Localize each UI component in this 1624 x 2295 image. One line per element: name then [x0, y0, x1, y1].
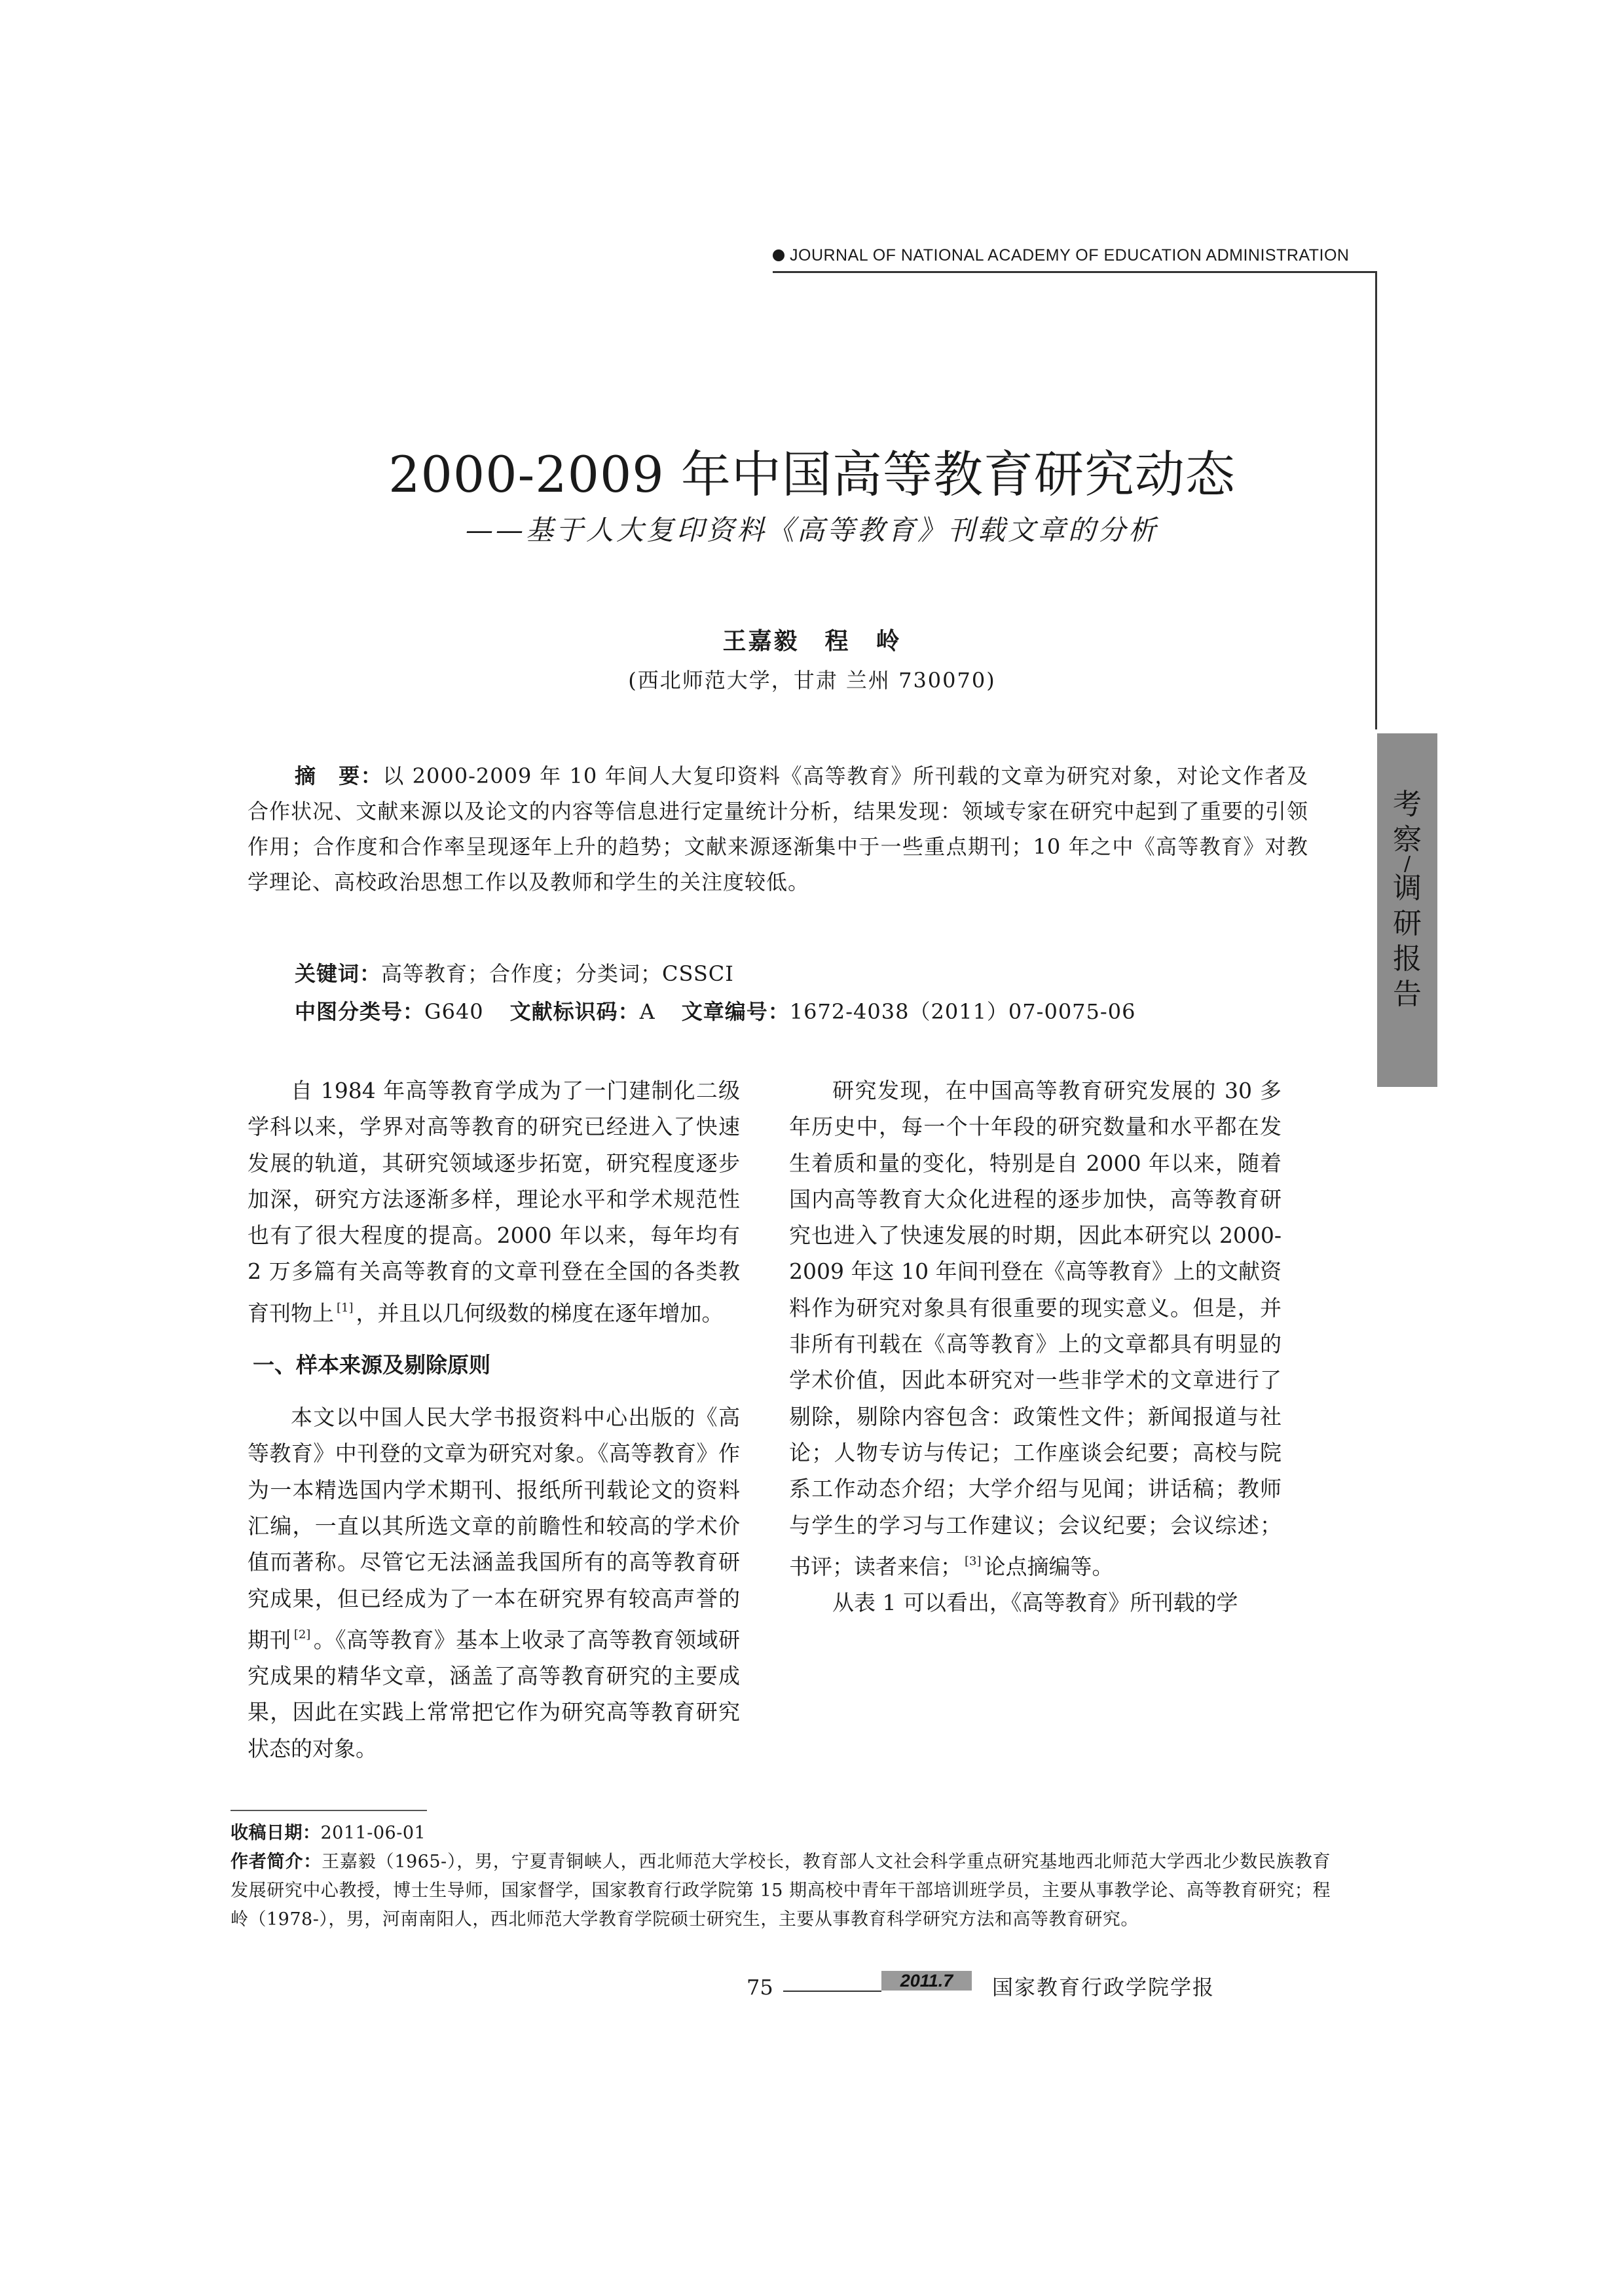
body-text: ，并且以几何级数的梯度在逐年增加。	[356, 1300, 724, 1326]
section-tab-char: 察	[1393, 823, 1422, 856]
body-column-left	[248, 1073, 740, 1767]
bio-text: 王嘉毅（1965-），男，宁夏青铜峡人，西北师范大学校长，教育部人文社会科学重点研究基地西北师范大学西北少数民族教育发展研究中心教授，博士生导师，国家督学，国家教育行政学院第 15 期高校中青年干部培训班学员，主要从事教学论、高等教育研究；程岭（1978-），男，河南南阳人，西北师范大学教育学院硕士研究生，主要从事教育科学研究方法和高等教育研究。	[231, 1852, 1331, 1930]
footnote-rule	[231, 1810, 427, 1811]
abstract	[248, 758, 1308, 900]
classification-line	[295, 995, 1135, 1028]
footnote	[231, 1819, 1331, 1934]
body-paragraph: 从表 1 可以看出，《高等教育》所刊载的学	[832, 1590, 1238, 1616]
section-tab-char: 报	[1393, 942, 1422, 976]
body-text: 论点摘编等。	[984, 1553, 1114, 1579]
keywords	[295, 957, 734, 990]
running-header	[773, 246, 1350, 265]
body-text: 本文以中国人民大学书报资料中心出版的《高等教育》中刊登的文章为研究对象。《高等教育》作为一本精选国内学术期刊、报纸所刊载论文的资料汇编，一直以其所选文章的前瞻性和较高的学术价值而著称。尽管它无法涵盖我国所有的高等教育研究成果，但已经成为了一本在研究界有较高声誉的期刊	[248, 1405, 740, 1653]
section-tab-char: 考	[1393, 788, 1422, 821]
citation-ref: [1]	[337, 1300, 354, 1315]
article-authors: 王嘉毅 程 岭	[722, 628, 902, 655]
journal-name-cn: 国家教育行政学院学报	[992, 1975, 1215, 2000]
page-number: 75	[747, 1975, 773, 2000]
body-text: 研究发现，在中国高等教育研究发展的 30 多年历史中，每一个十年段的研究数量和水平都在发生着质和量的变化，特别是自 2000 年以来，随着国内高等教育大众化进程的逐步加快，高等教育研究也进入了快速发展的时期，因此本研究以 2000-2009 年这 10 年间刊登在《高等教育》上的文献资料作为研究对象具有很重要的现实意义。但是，并非所有刊载在《高等教育》上的文章都具有明显的学术价值，因此本研究对一些非学术的文章进行了剔除，剔除内容包含：政策性文件；新闻报道与社论；人物专访与传记；工作座谈会纪要；高校与院系工作动态介绍；大学介绍与见闻；讲话稿；教师与学生的学习与工作建议；会议纪要；会议综述；书评；读者来信；	[789, 1078, 1282, 1579]
abstract-label: 摘 要：	[295, 763, 383, 788]
article-number-value: 1672-4038（2011）07-0075-06	[789, 999, 1136, 1024]
article-number-label: 文章编号：	[681, 999, 790, 1024]
section-heading: 一、样本来源及剔除原则	[253, 1352, 490, 1378]
body-column-right	[789, 1073, 1282, 1621]
bio-label: 作者简介：	[231, 1852, 322, 1872]
author-bio	[231, 1848, 1331, 1934]
doc-code-label: 文献标识码：	[509, 999, 640, 1024]
citation-ref: [3]	[965, 1554, 982, 1568]
section-tab-label	[1377, 787, 1437, 1012]
section-tab-divider: /	[1403, 853, 1411, 875]
section-tab	[1377, 733, 1437, 1087]
body-text: 。《高等教育》基本上收录了高等教育领域研究成果的精华文章，涵盖了高等教育研究的主要成果，因此在实践上常常把它作为研究高等教育研究状态的对象。	[248, 1626, 741, 1761]
author-affiliation: (西北师范大学，甘肃 兰州 730070)	[628, 668, 996, 693]
received-value: 2011-06-01	[320, 1823, 426, 1843]
body-paragraph	[248, 1073, 740, 1331]
clc-value: G640	[424, 999, 484, 1024]
body-text: 自 1984 年高等教育学成为了一门建制化二级学科以来，学界对高等教育的研究已经进入了快速发展的轨道，其研究领域逐步拓宽，研究程度逐步加深，研究方法逐渐多样，理论水平和学术规范性也有了很大程度的提高。2000 年以来，每年均有 2 万多篇有关高等教育的文章刊登在全国的各类教育刊物上	[248, 1078, 740, 1326]
citation-ref: [2]	[293, 1627, 311, 1642]
page-footer	[0, 1971, 1624, 2010]
doc-code-value: A	[639, 999, 655, 1024]
keywords-label: 关键词：	[295, 961, 382, 986]
footer-rule	[783, 1991, 881, 1992]
bullet-dot-icon	[773, 249, 784, 261]
article-subtitle: ——基于人大复印资料《高等教育》刊载文章的分析	[465, 514, 1158, 546]
received-label: 收稿日期：	[231, 1823, 321, 1843]
header-rule	[773, 271, 1376, 273]
received-date	[231, 1819, 1331, 1848]
abstract-text: 以 2000-2009 年 10 年间人大复印资料《高等教育》所刊载的文章为研究对象，对论文作者及合作状况、文献来源以及论文的内容等信息进行定量统计分析，结果发现：领域专家在研究中起到了重要的引领作用；合作度和合作率呈现逐年上升的趋势；文献来源逐渐集中于一些重点期刊；10 年之中《高等教育》对教学理论、高校政治思想工作以及教师和学生的关注度较低。	[248, 763, 1308, 894]
section-tab-char: 告	[1393, 978, 1422, 1011]
article-title: 2000-2009 年中国高等教育研究动态	[388, 445, 1236, 504]
section-tab-char: 研	[1393, 907, 1422, 940]
section-tab-char: 调	[1393, 872, 1422, 905]
clc-label: 中图分类号：	[295, 999, 425, 1024]
body-paragraph	[789, 1073, 1282, 1585]
keywords-text: 高等教育；合作度；分类词；CSSCI	[381, 961, 734, 986]
body-paragraph	[248, 1399, 740, 1767]
issue-badge: 2011.7	[881, 1971, 972, 1991]
journal-name-en: JOURNAL OF NATIONAL ACADEMY OF EDUCATION ADMINISTRATION	[790, 246, 1350, 265]
